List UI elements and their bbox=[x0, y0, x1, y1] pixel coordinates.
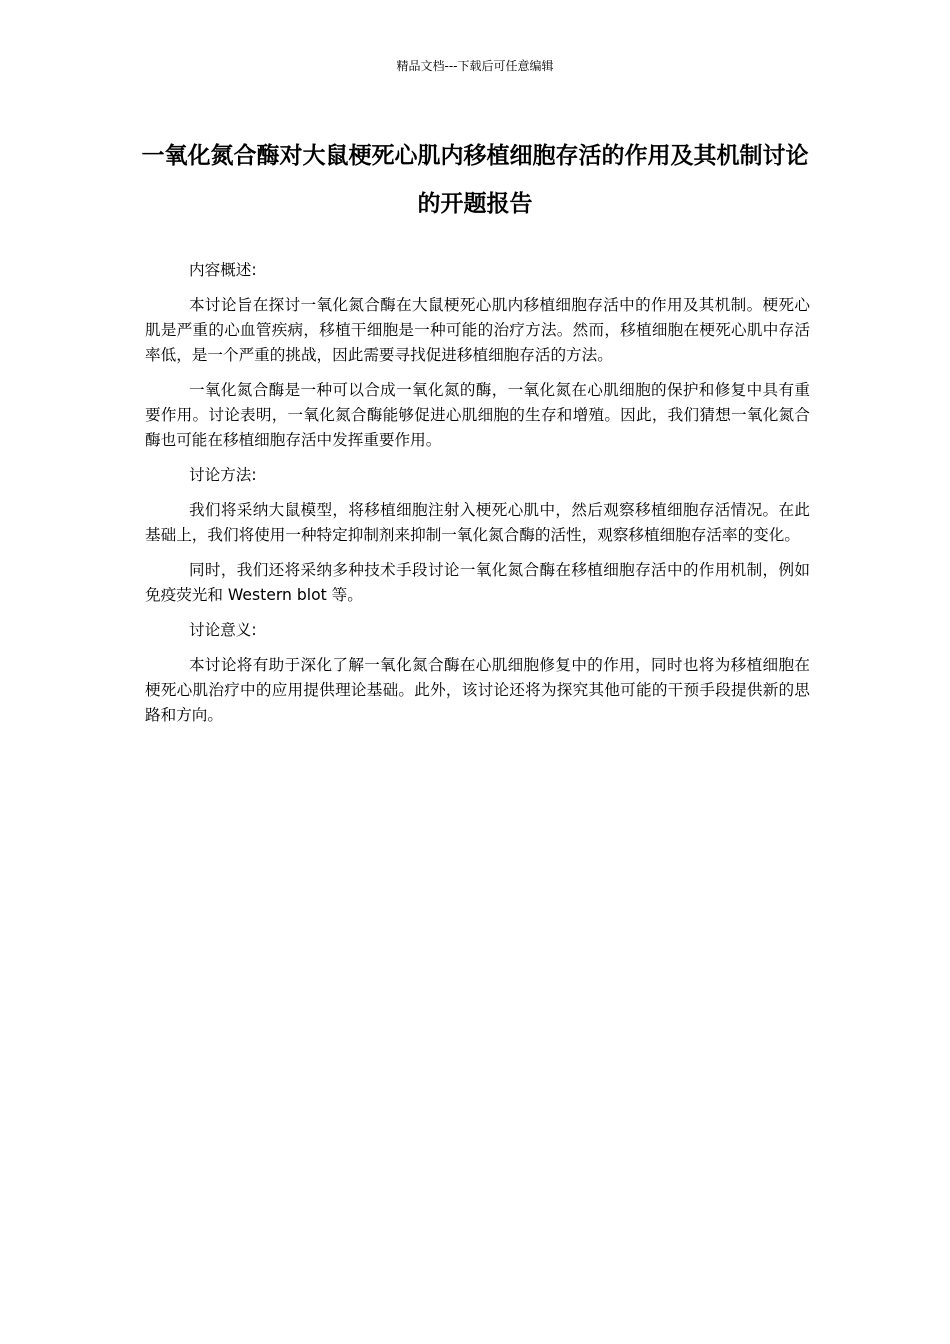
page-header-note: 精品文档---下载后可任意编辑 bbox=[396, 59, 554, 73]
methods-heading: 讨论方法: bbox=[189, 466, 257, 484]
methods-paragraph-1: 我们将采纳大鼠模型，将移植细胞注射入梗死心肌中，然后观察移植细胞存活情况。在此基础上，我们将使用一种特定抑制剂来抑制一氧化氮合酶的活性，观察移植细胞存活率的变化。 bbox=[145, 501, 810, 544]
methods-paragraph-2: 同时，我们还将采纳多种技术手段讨论一氧化氮合酶在移植细胞存活中的作用机制，例如免疫荧光和 Western blot 等。 bbox=[145, 561, 810, 604]
significance-paragraph-1: 本讨论将有助于深化了解一氧化氮合酶在心肌细胞修复中的作用，同时也将为移植细胞在梗死心肌治疗中的应用提供理论基础。此外，该讨论还将为探究其他可能的干预手段提供新的思路和方向。 bbox=[145, 656, 810, 724]
significance-heading: 讨论意义: bbox=[189, 621, 257, 639]
overview-paragraph-2: 一氧化氮合酶是一种可以合成一氧化氮的酶，一氧化氮在心肌细胞的保护和修复中具有重要作用。讨论表明，一氧化氮合酶能够促进心肌细胞的生存和增殖。因此，我们猜想一氧化氮合酶也可能在移植细胞存活中发挥重要作用。 bbox=[145, 381, 810, 449]
overview-paragraph-1: 本讨论旨在探讨一氧化氮合酶在大鼠梗死心肌内移植细胞存活中的作用及其机制。梗死心肌是严重的心血管疾病，移植干细胞是一种可能的治疗方法。然而，移植细胞在梗死心肌中存活率低，是一个严重的挑战，因此需要寻找促进移植细胞存活的方法。 bbox=[145, 296, 810, 364]
overview-heading: 内容概述: bbox=[189, 261, 257, 279]
document-body bbox=[145, 258, 810, 738]
document-title: 一氧化氮合酶对大鼠梗死心肌内移植细胞存活的作用及其机制讨论的开题报告 bbox=[141, 143, 809, 217]
